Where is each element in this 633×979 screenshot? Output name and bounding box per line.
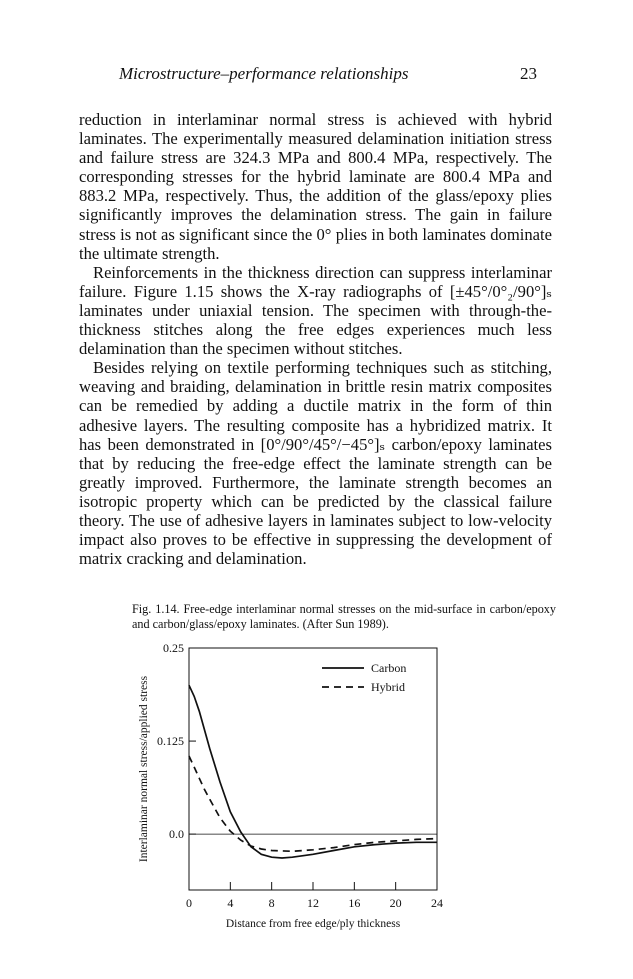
- series-line-hybrid: [189, 756, 437, 851]
- paragraph: Reinforcements in the thickness direction can suppress interlaminar failure. Figure 1.15 shows the X-ray radiographs of [±45°/0°₂/90°]ₛ laminates under uniaxial tension. The specimen with through-the-thickness stitches along the free edges experiences much less delamination than the specimen without stitches.: [79, 262, 552, 359]
- legend-label-hybrid: Hybrid: [371, 680, 405, 694]
- running-head: Microstructure–performance relationships: [119, 64, 409, 83]
- page-number: 23: [520, 64, 537, 83]
- y-axis-label: Interlaminar normal stress/applied stress: [138, 675, 150, 863]
- x-axis-label: Distance from free edge/ply thickness: [225, 918, 401, 930]
- y-tick-label: 0.25: [163, 641, 184, 655]
- x-tick-label: 12: [307, 896, 319, 910]
- series-line-carbon: [189, 685, 437, 858]
- legend-label-carbon: Carbon: [371, 661, 407, 675]
- y-tick-label: 0.125: [157, 734, 184, 749]
- x-tick-label: 24: [431, 896, 443, 910]
- paragraph: Besides relying on textile performing techniques such as stitching, weaving and braiding, delamination in brittle resin matrix composites can be remedied by adding a ductile matrix in the form of thin adhesive layers. The resulting composite has a hybridized matrix. It has been demonstrated in [0°/90°/45°/−45°]ₛ carbon/epoxy laminates that by reducing the free-edge effect the laminate strength can be greatly improved. Furthermore, the laminate strength becomes an isotropic property which can be predicted by the classical failure theory. The use of adhesive layers in laminates subject to low-velocity impact also proves to be effective in suppressing the development of matrix cracking and delamination.: [79, 358, 552, 569]
- x-tick-label: 20: [389, 896, 402, 910]
- x-tick-label: 0: [186, 896, 192, 910]
- x-tick-label: 16: [348, 896, 361, 910]
- figure-caption: Fig. 1.14. Free-edge interlaminar normal stresses on the mid-surface in carbon/epoxy and carbon/glass/epoxy laminates. (After Sun 1989).: [132, 602, 556, 631]
- y-tick-label: 0.0: [169, 827, 184, 842]
- x-tick-label: 4: [227, 896, 234, 910]
- paragraph: reduction in interlaminar normal stress is achieved with hybrid laminates. The experimentally measured delamination initiation stress and failure stress are 324.3 MPa and 800.4 MPa, respectively. The corresponding stresses for the hybrid laminate are 800.4 MPa and 883.2 MPa, respectively. Thus, the addition of the glass/epoxy plies significantly improves the delamination stress. The gain in failure stress is not as significant since the 0° plies in both laminates dominate the ultimate strength.: [79, 110, 552, 263]
- x-tick-label: 8: [268, 896, 275, 910]
